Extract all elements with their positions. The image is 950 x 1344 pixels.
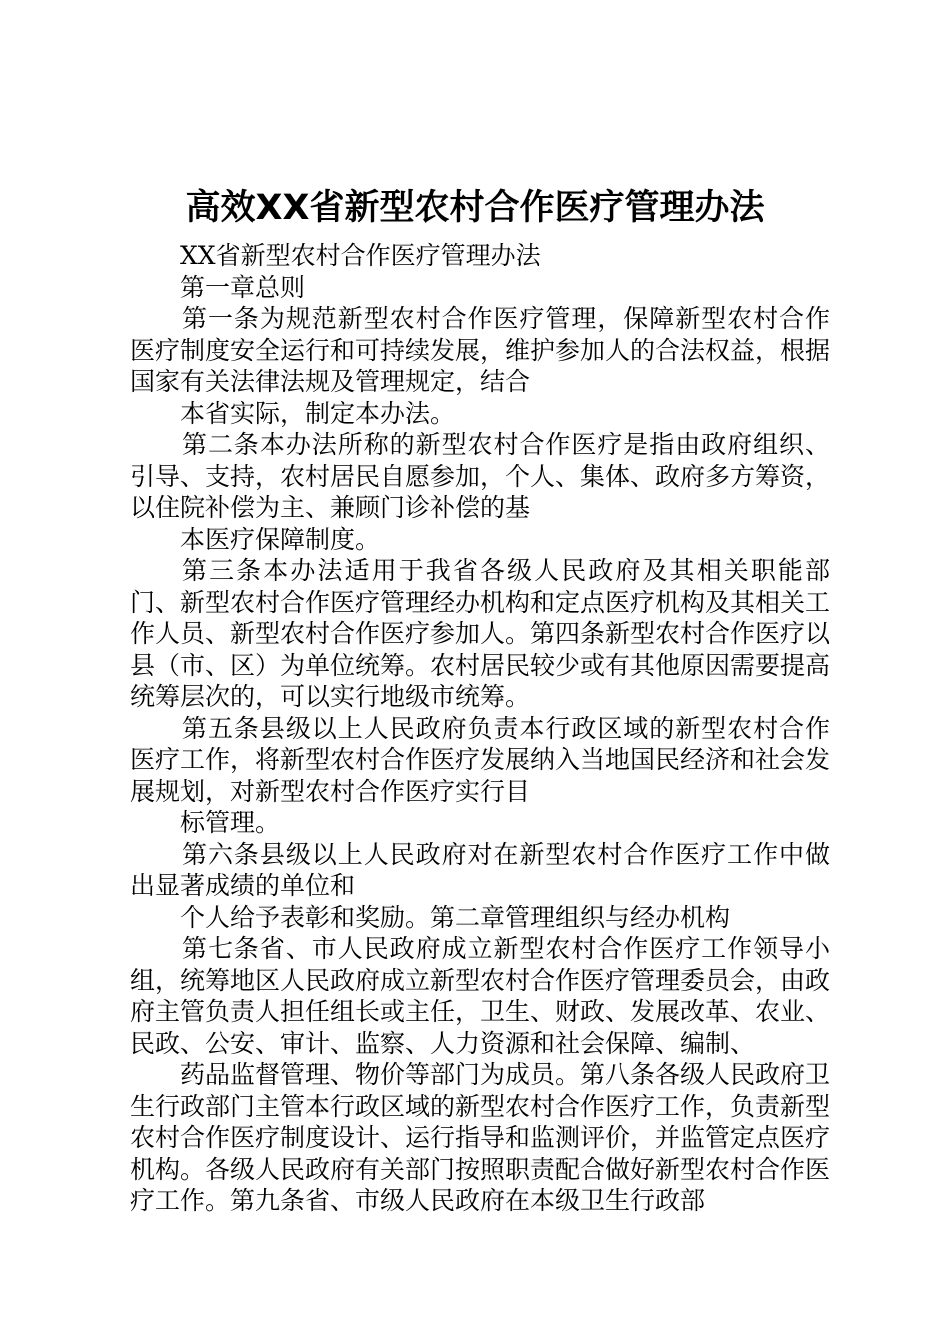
- paragraph: 第六条县级以上人民政府对在新型农村合作医疗工作中做出显著成绩的单位和: [130, 839, 830, 900]
- paragraph: 本医疗保障制度。: [180, 524, 381, 554]
- paragraph: 第七条省、市人民政府成立新型农村合作医疗工作领导小组，统筹地区人民政府成立新型农村合作医疗管理委员会，由政府主管负责人担任组长或主任，卫生、财政、发展改革、农业、民政、公安、审计、监察、人力资源和社会保障、编制、: [130, 934, 831, 1058]
- paragraph: 本省实际，制定本办法。: [180, 398, 456, 428]
- paragraph: 第三条本办法适用于我省各级人民政府及其相关职能部门、新型农村合作医疗管理经办机构和定点医疗机构及其相关工作人员、新型农村合作医疗参加人。第四条新型农村合作医疗以县（市、区）为单位统筹。农村居民较少或有其他原因需要提高统筹层次的，可以实行地级市统筹。: [130, 556, 831, 711]
- document-title: 高效XX省新型农村合作医疗管理办法: [185, 188, 765, 228]
- paragraph: 第一条为规范新型农村合作医疗管理，保障新型农村合作医疗制度安全运行和可持续发展，维护参加人的合法权益，根据国家有关法律法规及管理规定，结合: [130, 304, 831, 396]
- document-body: [130, 240, 830, 1217]
- paragraph: 个人给予表彰和奖励。第二章管理组织与经办机构: [180, 902, 731, 932]
- paragraph: 标管理。: [180, 808, 281, 837]
- paragraph: 第二条本办法所称的新型农村合作医疗是指由政府组织、引导、支持，农村居民自愿参加，个人、集体、政府多方筹资，以住院补偿为主、兼顾门诊补偿的基: [130, 430, 831, 522]
- paragraph: 第五条县级以上人民政府负责本行政区域的新型农村合作医疗工作，将新型农村合作医疗发展纳入当地国民经济和社会发展规划，对新型农村合作医疗实行目: [130, 713, 831, 806]
- paragraph: XX省新型农村合作医疗管理办法: [180, 241, 541, 270]
- paragraph: 第一章总则: [180, 272, 306, 302]
- paragraph: 药品监督管理、物价等部门为成员。第八条各级人民政府卫生行政部门主管本行政区域的新型农村合作医疗工作，负责新型农村合作医疗制度设计、运行指导和监测评价，并监管定点医疗机构。各级人民政府有关部门按照职责配合做好新型农村合作医疗工作。第九条省、市级人民政府在本级卫生行政部: [130, 1060, 831, 1215]
